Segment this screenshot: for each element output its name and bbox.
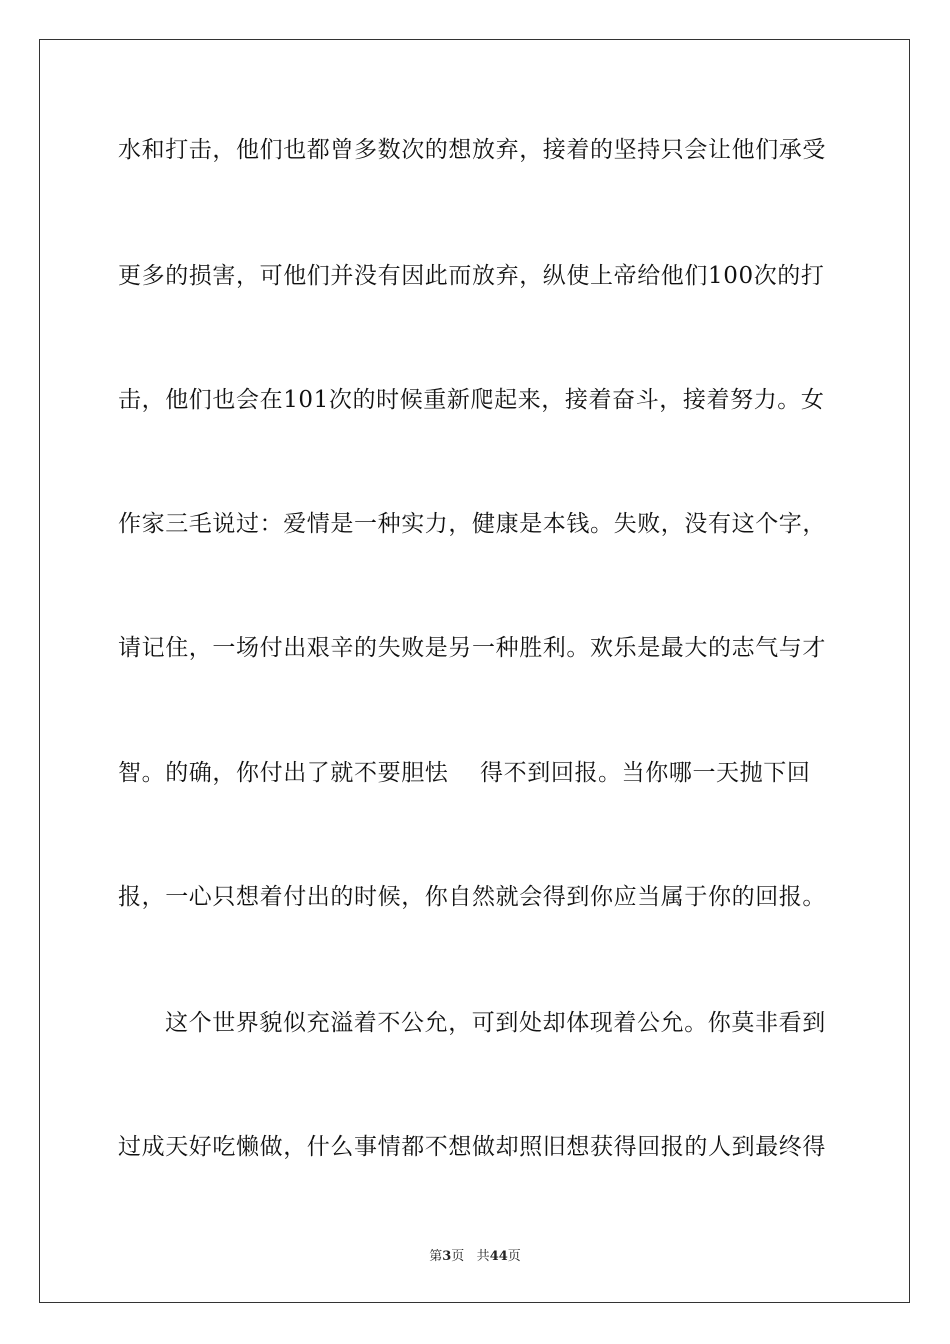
total-prefix: 共 [476, 1249, 490, 1264]
page-suffix: 页 [451, 1249, 465, 1264]
page-number: 3 [442, 1249, 452, 1264]
text-line: 击，他们也会在101次的时候重新爬起来，接着奋斗，接着努力。女 [118, 387, 825, 413]
text-line: 过成天好吃懒做，什么事情都不想做却照旧想获得回报的人到最终得 [118, 1134, 826, 1160]
total-pages: 44 [489, 1249, 508, 1264]
total-suffix: 页 [507, 1249, 521, 1264]
text-line: 作家三毛说过：爱情是一种实力，健康是本钱。失败，没有这个字， [118, 511, 826, 537]
text-line: 请记住，一场付出艰辛的失败是另一种胜利。欢乐是最大的志气与才 [118, 635, 826, 661]
text-line: 更多的损害，可他们并没有因此而放弃，纵使上帝给他们100次的打 [118, 263, 825, 289]
text-line: 报，一心只想着付出的时候，你自然就会得到你应当属于你的回报。 [118, 884, 826, 910]
text-line: 水和打击，他们也都曾多数次的想放弃，接着的坚持只会让他们承受 [118, 137, 826, 163]
page-frame [39, 39, 910, 1303]
page-footer [0, 1248, 950, 1266]
text-line: 智。的确，你付出了就不要胆怯 得不到回报。当你哪一天抛下回 [118, 760, 811, 786]
paragraph-start-line: 这个世界貌似充溢着不公允，可到处却体现着公允。你莫非看到 [165, 1010, 826, 1036]
page-prefix: 第 [429, 1249, 443, 1264]
